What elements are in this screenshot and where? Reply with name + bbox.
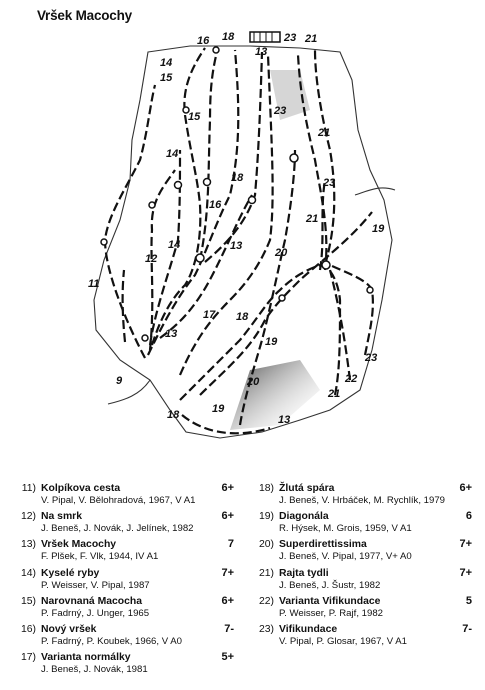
route-number: 11)	[21, 483, 36, 494]
route-number: 17)	[20, 652, 36, 664]
route-authors: J. Beneš, J. Novák, J. Jelínek, 1982	[41, 523, 194, 535]
route-grade: 6+	[459, 482, 472, 494]
route-name: Kyselé ryby	[41, 567, 100, 579]
route-entry	[252, 510, 472, 538]
topo-label: 19	[265, 336, 278, 348]
topo-label: 21	[318, 127, 331, 139]
route-entry	[14, 482, 234, 510]
topo-label: 16	[209, 199, 222, 211]
route-name: Rajta tydli	[279, 567, 329, 579]
route-name: Nový vršek	[41, 623, 97, 635]
route-number: 16)	[20, 623, 36, 635]
route-number: 23)	[258, 623, 274, 635]
route-entry	[14, 510, 234, 538]
route-number: 13)	[20, 539, 36, 551]
route-number: 12)	[20, 511, 36, 523]
topo-label: 13	[255, 46, 268, 58]
route-name: Varianta normálky	[41, 652, 131, 664]
route-number: 18)	[258, 483, 274, 494]
route-name: Varianta Vifikundace	[279, 595, 381, 607]
route-grade: 7+	[459, 538, 472, 551]
route-legend-right	[252, 482, 472, 651]
topo-label: 22	[345, 373, 358, 385]
topo-label: 18	[236, 311, 249, 323]
route-entry	[252, 567, 472, 595]
route-entry	[14, 651, 234, 679]
topo-label: 15	[160, 72, 173, 84]
topo-label: 13	[278, 414, 291, 426]
topo-label: 12	[145, 253, 158, 265]
route-name: Narovnaná Macocha	[41, 595, 143, 607]
route-authors: J. Beneš, V. Hrbáček, M. Rychlík, 1979	[279, 495, 446, 506]
route-entry	[14, 623, 234, 651]
topo-label: 17	[203, 309, 216, 321]
route-name: Kolpíkova cesta	[41, 483, 121, 494]
topo-label: 19	[372, 223, 385, 235]
route-number: 19)	[258, 511, 274, 523]
route-number: 20)	[258, 539, 274, 551]
topo-label: 15	[188, 111, 201, 123]
route-name: Na smrk	[41, 511, 83, 523]
topo-label: 14	[166, 148, 179, 160]
topo-label: 18	[167, 409, 180, 421]
route-authors: J. Beneš, J. Šustr, 1982	[279, 579, 381, 591]
route-entry	[14, 538, 234, 566]
topo-label: 18	[231, 172, 244, 184]
route-number: 15)	[20, 595, 36, 607]
route-grade: 7+	[459, 566, 472, 579]
route-grade: 7-	[224, 622, 234, 635]
route-authors: P. Weisser, P. Rajf, 1982	[279, 607, 383, 619]
topo-label: 23	[323, 177, 336, 189]
route-authors: J. Beneš, J. Novák, 1981	[41, 664, 148, 676]
route-authors: R. Hýsek, M. Grois, 1959, V A1	[279, 523, 412, 535]
route-number: 22)	[258, 595, 274, 607]
route-grade: 6+	[221, 510, 234, 523]
route-grade: 7-	[462, 622, 472, 635]
route-grade: 7	[227, 538, 234, 551]
route-grade: 7+	[221, 566, 234, 579]
route-authors: V. Pipal, V. Bělohradová, 1967, V A1	[41, 495, 196, 506]
topo-label: 21	[305, 33, 318, 45]
route-authors: F. Plšek, F. Vlk, 1944, IV A1	[41, 551, 159, 563]
topo-label: 20	[275, 247, 288, 259]
route-number: 21)	[258, 567, 274, 579]
topo-label: 14	[168, 239, 181, 251]
topo-label: 23	[365, 352, 378, 364]
route-number: 14)	[20, 567, 36, 579]
route-entry	[252, 538, 472, 566]
page-title: Vršek Macochy	[37, 8, 132, 23]
route-authors: P. Fadrný, P. Koubek, 1966, V A0	[41, 635, 182, 647]
topo-label: 21	[328, 388, 341, 400]
route-topo-diagram	[0, 28, 485, 478]
route-entry	[252, 482, 472, 510]
topo-label: 23	[284, 32, 297, 44]
route-entry	[252, 623, 472, 651]
route-authors: P. Fadrný, J. Unger, 1965	[41, 607, 150, 619]
topo-label: 13	[230, 240, 243, 252]
route-legend-left	[14, 482, 234, 679]
topo-label: 21	[306, 213, 319, 225]
route-grade: 5+	[221, 651, 234, 664]
topo-label: 16	[197, 35, 210, 47]
route-authors: P. Weisser, V. Pipal, 1987	[41, 579, 150, 591]
topo-label: 14	[160, 57, 173, 69]
route-grade: 6+	[221, 482, 234, 494]
route-entry	[252, 595, 472, 623]
route-grade: 6	[465, 510, 472, 523]
route-name: Vršek Macochy	[41, 539, 117, 551]
route-authors: J. Beneš, V. Pipal, 1977, V+ A0	[279, 551, 412, 563]
summit-marker	[250, 32, 280, 42]
route-name: Žlutá spára	[279, 483, 335, 494]
route-name: Vifikundace	[279, 623, 338, 635]
topo-label: 9	[116, 375, 123, 387]
topo-label: 20	[247, 376, 260, 388]
route-entry	[14, 595, 234, 623]
topo-label: 13	[165, 328, 178, 340]
route-grade: 6+	[221, 594, 234, 607]
topo-label: 11	[88, 278, 100, 290]
topo-label: 19	[212, 403, 225, 415]
route-name: Diagonála	[279, 511, 329, 523]
route-grade: 5	[465, 594, 472, 607]
topo-label: 18	[222, 31, 235, 43]
topo-label: 23	[274, 105, 287, 117]
route-authors: V. Pipal, P. Glosar, 1967, V A1	[279, 635, 408, 647]
route-entry	[14, 567, 234, 595]
route-name: Superdirettissima	[279, 539, 367, 551]
shadow-area	[230, 360, 320, 430]
